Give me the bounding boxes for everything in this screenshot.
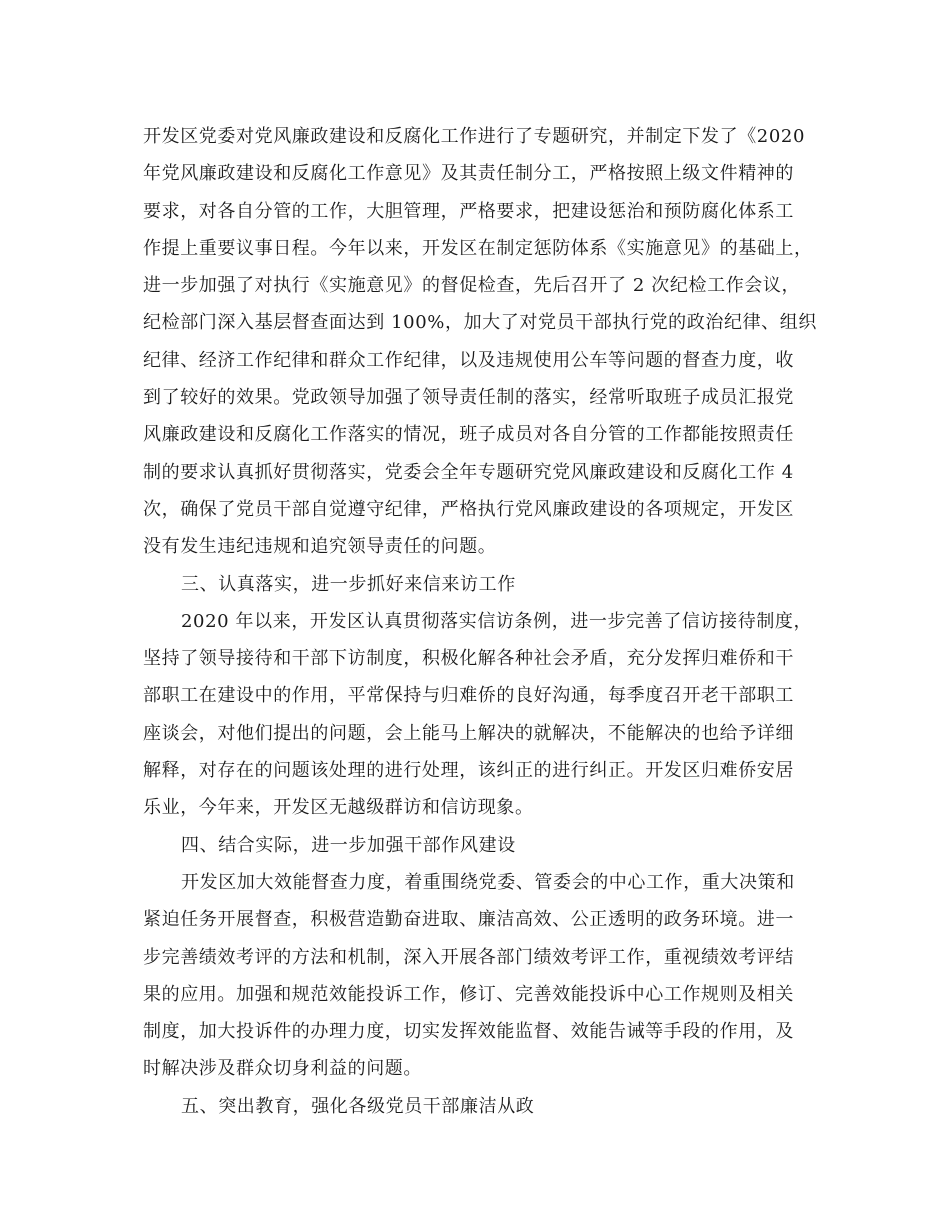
- text-line: 部职工在建设中的作用，平常保持与归难侨的良好沟通，每季度召开老干部职工: [143, 685, 794, 707]
- section-heading-3: 三、认真落实，进一步抓好来信来访工作: [181, 573, 516, 595]
- text-line: 到了较好的效果。党政领导加强了领导责任制的落实，经常听取班子成员汇报党: [143, 387, 794, 409]
- document-body: [143, 118, 817, 1125]
- text-line: 坚持了领导接待和干部下访制度，积极化解各种社会矛盾，充分发挥归难侨和干: [143, 648, 794, 670]
- text-line: 纪检部门深入基层督查面达到 100%，加大了对党员干部执行党的政治纪律、组织: [143, 312, 817, 334]
- text-line: 乐业，今年来，开发区无越级群访和信访现象。: [143, 797, 534, 819]
- text-line: 时解决涉及群众切身利益的问题。: [143, 1058, 422, 1080]
- section-heading-5: 五、突出教育，强化各级党员干部廉洁从政: [181, 1095, 535, 1117]
- text-line: 制的要求认真抓好贯彻落实，党委会全年专题研究党风廉政建设和反腐化工作 4: [143, 461, 794, 483]
- text-line: 开发区党委对党风廉政建设和反腐化工作进行了专题研究，并制定下发了《2020: [143, 126, 806, 147]
- paragraph-work-style: [143, 864, 807, 1088]
- text-line: 次，确保了党员干部自觉遵守纪律，严格执行党风廉政建设的各项规定，开发区: [143, 498, 794, 520]
- text-line: 风廉政建设和反腐化工作落实的情况，班子成员对各自分管的工作都能按照责任: [143, 424, 794, 446]
- text-line: 2020 年以来，开发区认真贯彻落实信访条例，进一步完善了信访接待制度，: [181, 610, 813, 632]
- text-line: 要求，对各自分管的工作，大胆管理，严格要求，把建设惩治和预防腐化体系工: [143, 200, 794, 222]
- text-line: 座谈会，对他们提出的问题，会上能马上解决的就解决，不能解决的也给予详细: [143, 722, 794, 744]
- text-line: 紧迫任务开展督查，积极营造勤奋进取、廉洁高效、公正透明的政务环境。进一: [143, 909, 794, 931]
- text-line: 制度，加大投诉件的办理力度，切实发挥效能监督、效能告诫等手段的作用，及: [143, 1021, 794, 1043]
- text-line: 作提上重要议事日程。今年以来，开发区在制定惩防体系《实施意见》的基础上，: [143, 237, 813, 259]
- paragraph-petitions: [143, 603, 813, 827]
- text-line: 进一步加强了对执行《实施意见》的督促检查，先后召开了 2 次纪检工作会议，: [143, 275, 801, 297]
- text-line: 开发区加大效能督查力度，着重围绕党委、管委会的中心工作，重大决策和: [181, 871, 795, 893]
- text-line: 没有发生违纪违规和追究领导责任的问题。: [143, 536, 497, 558]
- paragraph-party-conduct: [143, 118, 817, 566]
- text-line: 解释，对存在的问题该处理的进行处理，该纠正的进行纠正。开发区归难侨安居: [143, 760, 794, 782]
- text-line: 果的应用。加强和规范效能投诉工作，修订、完善效能投诉中心工作规则及相关: [143, 983, 794, 1005]
- text-line: 年党风廉政建设和反腐化工作意见》及其责任制分工，严格按照上级文件精神的: [143, 163, 794, 185]
- text-line: 步完善绩效考评的方法和机制，深入开展各部门绩效考评工作，重视绩效考评结: [143, 946, 794, 968]
- section-heading-4: 四、结合实际，进一步加强干部作风建设: [181, 834, 516, 856]
- text-line: 纪律、经济工作纪律和群众工作纪律，以及违规使用公车等问题的督查力度，收: [143, 349, 794, 371]
